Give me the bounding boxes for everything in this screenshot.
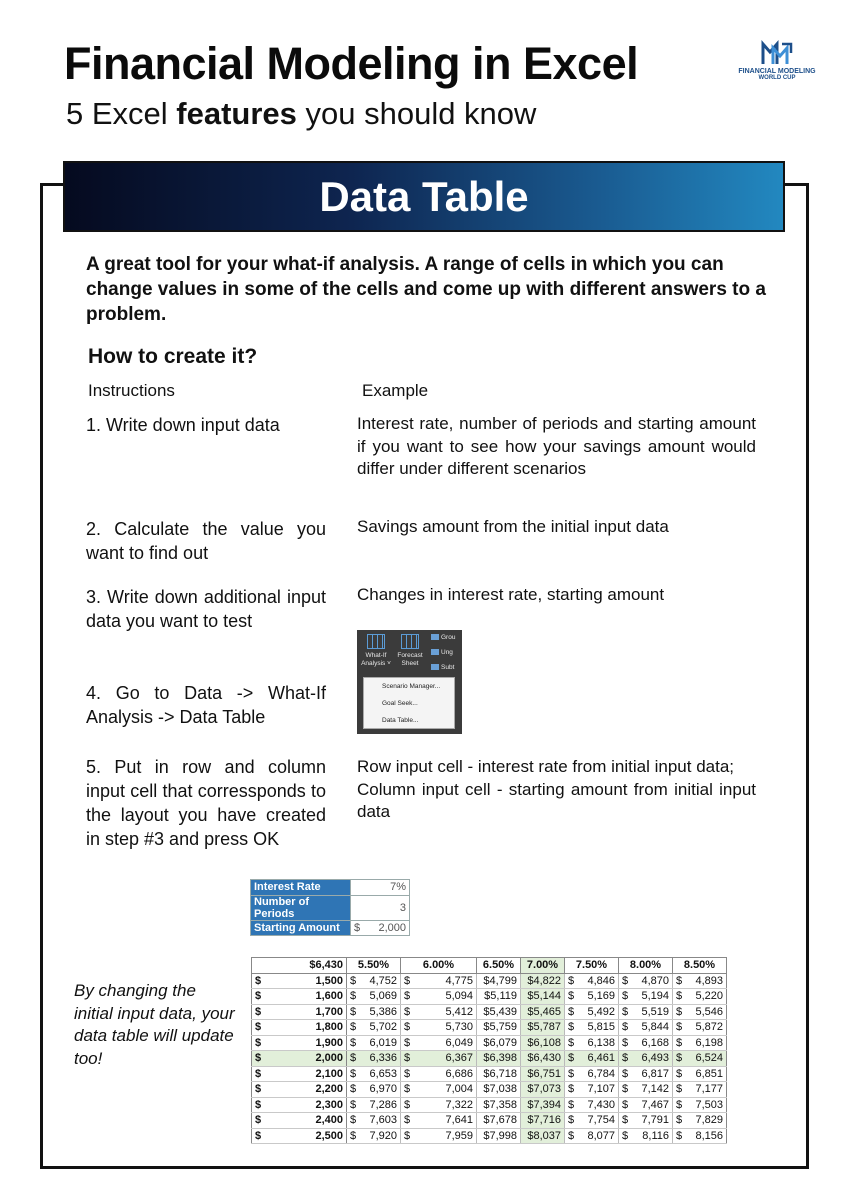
- what-if-label-2: Analysis ˅: [361, 660, 391, 667]
- amount-currency: $: [252, 1128, 266, 1144]
- subtotal-item: [431, 664, 454, 671]
- savings-currency: $: [347, 1097, 361, 1113]
- table-row: [252, 1082, 727, 1098]
- table-row: [252, 1020, 727, 1036]
- table-row: [252, 1097, 727, 1113]
- savings-currency: $: [619, 1035, 633, 1051]
- savings-value: $6,398: [477, 1051, 521, 1067]
- savings-value: 5,546: [687, 1004, 727, 1020]
- savings-value: 5,519: [633, 1004, 673, 1020]
- input-row: [251, 895, 410, 920]
- savings-value: $5,439: [477, 1004, 521, 1020]
- savings-value: 6,168: [633, 1035, 673, 1051]
- step-3-instruction: 3. Write down additional input data you want to test: [86, 587, 326, 631]
- savings-value: 7,791: [633, 1113, 673, 1129]
- savings-value: $6,430: [521, 1051, 565, 1067]
- savings-currency: $: [619, 1051, 633, 1067]
- savings-currency: $: [347, 1051, 361, 1067]
- logo-text-line2: WORLD CUP: [758, 75, 796, 81]
- starting-amount: 2,200: [266, 1082, 347, 1098]
- savings-currency: $: [565, 1066, 579, 1082]
- savings-value: $7,394: [521, 1097, 565, 1113]
- input-row: [251, 880, 410, 896]
- savings-currency: $: [347, 1128, 361, 1144]
- table-corner-result: $6,430: [252, 958, 347, 974]
- table-row: [252, 1051, 727, 1067]
- input-currency: [351, 880, 365, 896]
- savings-value: 6,138: [579, 1035, 619, 1051]
- starting-amount: 1,800: [266, 1020, 347, 1036]
- rate-header: 8.00%: [619, 958, 673, 974]
- savings-currency: $: [401, 1020, 415, 1036]
- step-1-instruction: 1. Write down input data: [86, 415, 280, 435]
- savings-value: 7,920: [361, 1128, 401, 1144]
- group-label: Grou: [441, 634, 456, 641]
- savings-value: $4,799: [477, 973, 521, 989]
- savings-value: 5,169: [579, 989, 619, 1005]
- input-currency: [351, 895, 365, 920]
- input-label: Number of Periods: [251, 895, 351, 920]
- savings-currency: $: [619, 1004, 633, 1020]
- savings-value: 8,077: [579, 1128, 619, 1144]
- input-value: 2,000: [365, 920, 410, 936]
- input-data-table: [250, 879, 410, 936]
- savings-currency: $: [565, 1020, 579, 1036]
- group-item: [431, 634, 455, 641]
- savings-value: 4,846: [579, 973, 619, 989]
- savings-value: 7,829: [687, 1113, 727, 1129]
- savings-currency: $: [401, 1066, 415, 1082]
- section-title: Data Table: [319, 173, 529, 220]
- savings-value: $7,998: [477, 1128, 521, 1144]
- savings-value: $7,716: [521, 1113, 565, 1129]
- savings-currency: $: [619, 1066, 633, 1082]
- amount-currency: $: [252, 1004, 266, 1020]
- savings-currency: $: [347, 1066, 361, 1082]
- input-row: [251, 920, 410, 936]
- what-if-icon: [367, 634, 385, 649]
- rate-header: 8.50%: [673, 958, 727, 974]
- savings-value: 6,524: [687, 1051, 727, 1067]
- ungroup-icon: [431, 649, 439, 655]
- logo-text-line1: FINANCIAL MODELING: [738, 68, 816, 75]
- savings-value: $6,079: [477, 1035, 521, 1051]
- savings-value: $7,073: [521, 1082, 565, 1098]
- step-2-example: Savings amount from the initial input data: [357, 517, 669, 536]
- savings-value: 7,959: [415, 1128, 477, 1144]
- fmwc-logo-icon: [760, 40, 794, 66]
- example-column-header: Example: [362, 381, 429, 400]
- savings-currency: $: [673, 1051, 687, 1067]
- savings-currency: $: [401, 973, 415, 989]
- savings-value: 7,430: [579, 1097, 619, 1113]
- savings-value: $5,144: [521, 989, 565, 1005]
- savings-value: 5,492: [579, 1004, 619, 1020]
- forecast-label: Forecast: [397, 652, 423, 659]
- savings-value: 6,019: [361, 1035, 401, 1051]
- table-header-row: [252, 958, 727, 974]
- savings-currency: $: [347, 1004, 361, 1020]
- rate-header: 7.00%: [521, 958, 565, 974]
- input-value: 7%: [365, 880, 410, 896]
- savings-value: $7,038: [477, 1082, 521, 1098]
- step-2-instruction: 2. Calculate the value you want to find out: [86, 519, 326, 563]
- savings-value: 6,817: [633, 1066, 673, 1082]
- amount-currency: $: [252, 973, 266, 989]
- rate-header: 7.50%: [565, 958, 619, 974]
- forecast-icon: [401, 634, 419, 649]
- subtitle-part: 5 Excel: [66, 96, 177, 131]
- what-if-dropdown-menu: [363, 677, 455, 729]
- savings-currency: $: [565, 1082, 579, 1098]
- savings-value: $6,718: [477, 1066, 521, 1082]
- what-if-label: What-If: [365, 652, 387, 659]
- savings-currency: $: [347, 973, 361, 989]
- ungroup-label: Ung: [441, 649, 453, 656]
- savings-value: 4,775: [415, 973, 477, 989]
- savings-value: $7,678: [477, 1113, 521, 1129]
- subtitle-emphasis: features: [176, 96, 297, 131]
- savings-value: $5,119: [477, 989, 521, 1005]
- savings-value: 7,641: [415, 1113, 477, 1129]
- savings-currency: $: [347, 1020, 361, 1036]
- savings-currency: $: [401, 1097, 415, 1113]
- amount-currency: $: [252, 1020, 266, 1036]
- rate-header: 6.00%: [401, 958, 477, 974]
- step-5-example: [357, 756, 756, 824]
- savings-currency: $: [401, 1035, 415, 1051]
- savings-value: 7,107: [579, 1082, 619, 1098]
- starting-amount: 2,000: [266, 1051, 347, 1067]
- savings-currency: $: [565, 1004, 579, 1020]
- savings-currency: $: [347, 1082, 361, 1098]
- amount-currency: $: [252, 1066, 266, 1082]
- savings-value: 6,336: [361, 1051, 401, 1067]
- rate-header: 6.50%: [477, 958, 521, 974]
- amount-currency: $: [252, 1082, 266, 1098]
- savings-value: 8,156: [687, 1128, 727, 1144]
- savings-currency: $: [673, 973, 687, 989]
- savings-currency: $: [347, 989, 361, 1005]
- savings-value: 6,784: [579, 1066, 619, 1082]
- what-if-analysis-button: [360, 632, 392, 676]
- amount-currency: $: [252, 989, 266, 1005]
- savings-value: 4,893: [687, 973, 727, 989]
- forecast-label-2: Sheet: [401, 660, 419, 667]
- rate-header: 5.50%: [347, 958, 401, 974]
- savings-currency: $: [565, 1035, 579, 1051]
- savings-value: 5,386: [361, 1004, 401, 1020]
- savings-value: 7,603: [361, 1113, 401, 1129]
- savings-currency: $: [619, 1082, 633, 1098]
- savings-currency: $: [619, 1128, 633, 1144]
- savings-value: 5,844: [633, 1020, 673, 1036]
- savings-value: 5,069: [361, 989, 401, 1005]
- savings-currency: $: [619, 1113, 633, 1129]
- step-3-example: Changes in interest rate, starting amount: [357, 585, 665, 604]
- savings-currency: $: [401, 1004, 415, 1020]
- savings-currency: $: [565, 1128, 579, 1144]
- savings-currency: $: [401, 1113, 415, 1129]
- savings-value: 7,004: [415, 1082, 477, 1098]
- savings-currency: $: [565, 1113, 579, 1129]
- savings-currency: $: [619, 973, 633, 989]
- savings-currency: $: [673, 989, 687, 1005]
- savings-value: 5,094: [415, 989, 477, 1005]
- savings-value: 6,653: [361, 1066, 401, 1082]
- savings-value: 7,286: [361, 1097, 401, 1113]
- savings-currency: $: [673, 1128, 687, 1144]
- forecast-sheet-button: [394, 632, 426, 676]
- amount-currency: $: [252, 1113, 266, 1129]
- savings-value: 5,412: [415, 1004, 477, 1020]
- ungroup-item: [431, 649, 453, 656]
- savings-value: 4,870: [633, 973, 673, 989]
- savings-data-table: [251, 957, 727, 1144]
- starting-amount: 2,300: [266, 1097, 347, 1113]
- savings-value: 7,467: [633, 1097, 673, 1113]
- table-row: [252, 1113, 727, 1129]
- savings-value: $5,759: [477, 1020, 521, 1036]
- savings-value: 7,177: [687, 1082, 727, 1098]
- starting-amount: 2,500: [266, 1128, 347, 1144]
- savings-value: $4,822: [521, 973, 565, 989]
- savings-currency: $: [565, 989, 579, 1005]
- table-row: [252, 1128, 727, 1144]
- input-label: Starting Amount: [251, 920, 351, 936]
- starting-amount: 2,100: [266, 1066, 347, 1082]
- savings-value: $5,465: [521, 1004, 565, 1020]
- savings-value: 5,872: [687, 1020, 727, 1036]
- savings-currency: $: [347, 1035, 361, 1051]
- fmwc-logo: [732, 40, 822, 81]
- section-banner: [63, 161, 785, 232]
- savings-currency: $: [673, 1097, 687, 1113]
- note-text: By changing the initial input data, your data table will update too!: [74, 981, 235, 1068]
- menu-scenario-manager: Scenario Manager...: [382, 683, 441, 690]
- savings-value: 7,754: [579, 1113, 619, 1129]
- savings-value: $7,358: [477, 1097, 521, 1113]
- step-5-example-line2: Column input cell - starting amount from initial input data: [357, 779, 756, 821]
- savings-value: 6,049: [415, 1035, 477, 1051]
- page-subtitle: [66, 96, 536, 132]
- input-value: 3: [365, 895, 410, 920]
- savings-value: 5,702: [361, 1020, 401, 1036]
- savings-value: $6,108: [521, 1035, 565, 1051]
- howto-heading: How to create it?: [88, 345, 258, 368]
- savings-value: 6,970: [361, 1082, 401, 1098]
- savings-currency: $: [673, 1113, 687, 1129]
- starting-amount: 1,600: [266, 989, 347, 1005]
- savings-value: 5,815: [579, 1020, 619, 1036]
- amount-currency: $: [252, 1035, 266, 1051]
- table-row: [252, 1035, 727, 1051]
- menu-data-table: Data Table...: [382, 717, 419, 724]
- amount-currency: $: [252, 1051, 266, 1067]
- savings-currency: $: [565, 1097, 579, 1113]
- savings-value: 5,194: [633, 989, 673, 1005]
- savings-value: $6,751: [521, 1066, 565, 1082]
- subtotal-label: Subt: [441, 664, 455, 671]
- savings-currency: $: [401, 1051, 415, 1067]
- starting-amount: 1,900: [266, 1035, 347, 1051]
- table-row: [252, 1004, 727, 1020]
- starting-amount: 1,500: [266, 973, 347, 989]
- savings-value: 6,198: [687, 1035, 727, 1051]
- savings-currency: $: [401, 1128, 415, 1144]
- step-5-example-line1: Row input cell - interest rate from initial input data;: [357, 757, 735, 776]
- intro-text: A great tool for your what-if analysis. A range of cells in which you can change values in some of the cells and come up with different answers to a problem.: [86, 254, 766, 325]
- group-icon: [431, 634, 439, 640]
- savings-value: 5,220: [687, 989, 727, 1005]
- savings-value: $5,787: [521, 1020, 565, 1036]
- page-title: Financial Modeling in Excel: [64, 38, 639, 89]
- savings-currency: $: [673, 1004, 687, 1020]
- input-label: Interest Rate: [251, 880, 351, 896]
- savings-currency: $: [401, 1082, 415, 1098]
- savings-currency: $: [673, 1020, 687, 1036]
- savings-value: 7,142: [633, 1082, 673, 1098]
- step-1-example: Interest rate, number of periods and starting amount if you want to see how your savings amount would differ under different scenarios: [357, 414, 756, 478]
- savings-currency: $: [565, 973, 579, 989]
- savings-value: $8,037: [521, 1128, 565, 1144]
- instructions-column-header: Instructions: [88, 381, 175, 400]
- table-row: [252, 973, 727, 989]
- step-5-instruction: 5. Put in row and column input cell that corressponds to the layout you have created in step #3 and press OK: [86, 757, 326, 849]
- savings-currency: $: [673, 1035, 687, 1051]
- step-4-instruction: 4. Go to Data -> What-If Analysis -> Data Table: [86, 683, 326, 727]
- savings-value: 6,686: [415, 1066, 477, 1082]
- subtotal-icon: [431, 664, 439, 670]
- savings-currency: $: [347, 1113, 361, 1129]
- table-row: [252, 1066, 727, 1082]
- input-currency: $: [351, 920, 365, 936]
- starting-amount: 2,400: [266, 1113, 347, 1129]
- savings-currency: $: [565, 1051, 579, 1067]
- savings-currency: $: [619, 1020, 633, 1036]
- savings-currency: $: [401, 989, 415, 1005]
- menu-goal-seek: Goal Seek...: [382, 700, 418, 707]
- savings-currency: $: [673, 1082, 687, 1098]
- savings-value: 7,322: [415, 1097, 477, 1113]
- starting-amount: 1,700: [266, 1004, 347, 1020]
- savings-currency: $: [619, 989, 633, 1005]
- subtitle-part: you should know: [296, 96, 537, 131]
- savings-value: 7,503: [687, 1097, 727, 1113]
- amount-currency: $: [252, 1097, 266, 1113]
- savings-currency: $: [673, 1066, 687, 1082]
- savings-value: 6,851: [687, 1066, 727, 1082]
- table-row: [252, 989, 727, 1005]
- savings-currency: $: [619, 1097, 633, 1113]
- savings-value: 6,493: [633, 1051, 673, 1067]
- savings-value: 8,116: [633, 1128, 673, 1144]
- savings-value: 5,730: [415, 1020, 477, 1036]
- excel-ribbon-screenshot: [357, 630, 462, 734]
- savings-value: 4,752: [361, 973, 401, 989]
- savings-value: 6,367: [415, 1051, 477, 1067]
- savings-value: 6,461: [579, 1051, 619, 1067]
